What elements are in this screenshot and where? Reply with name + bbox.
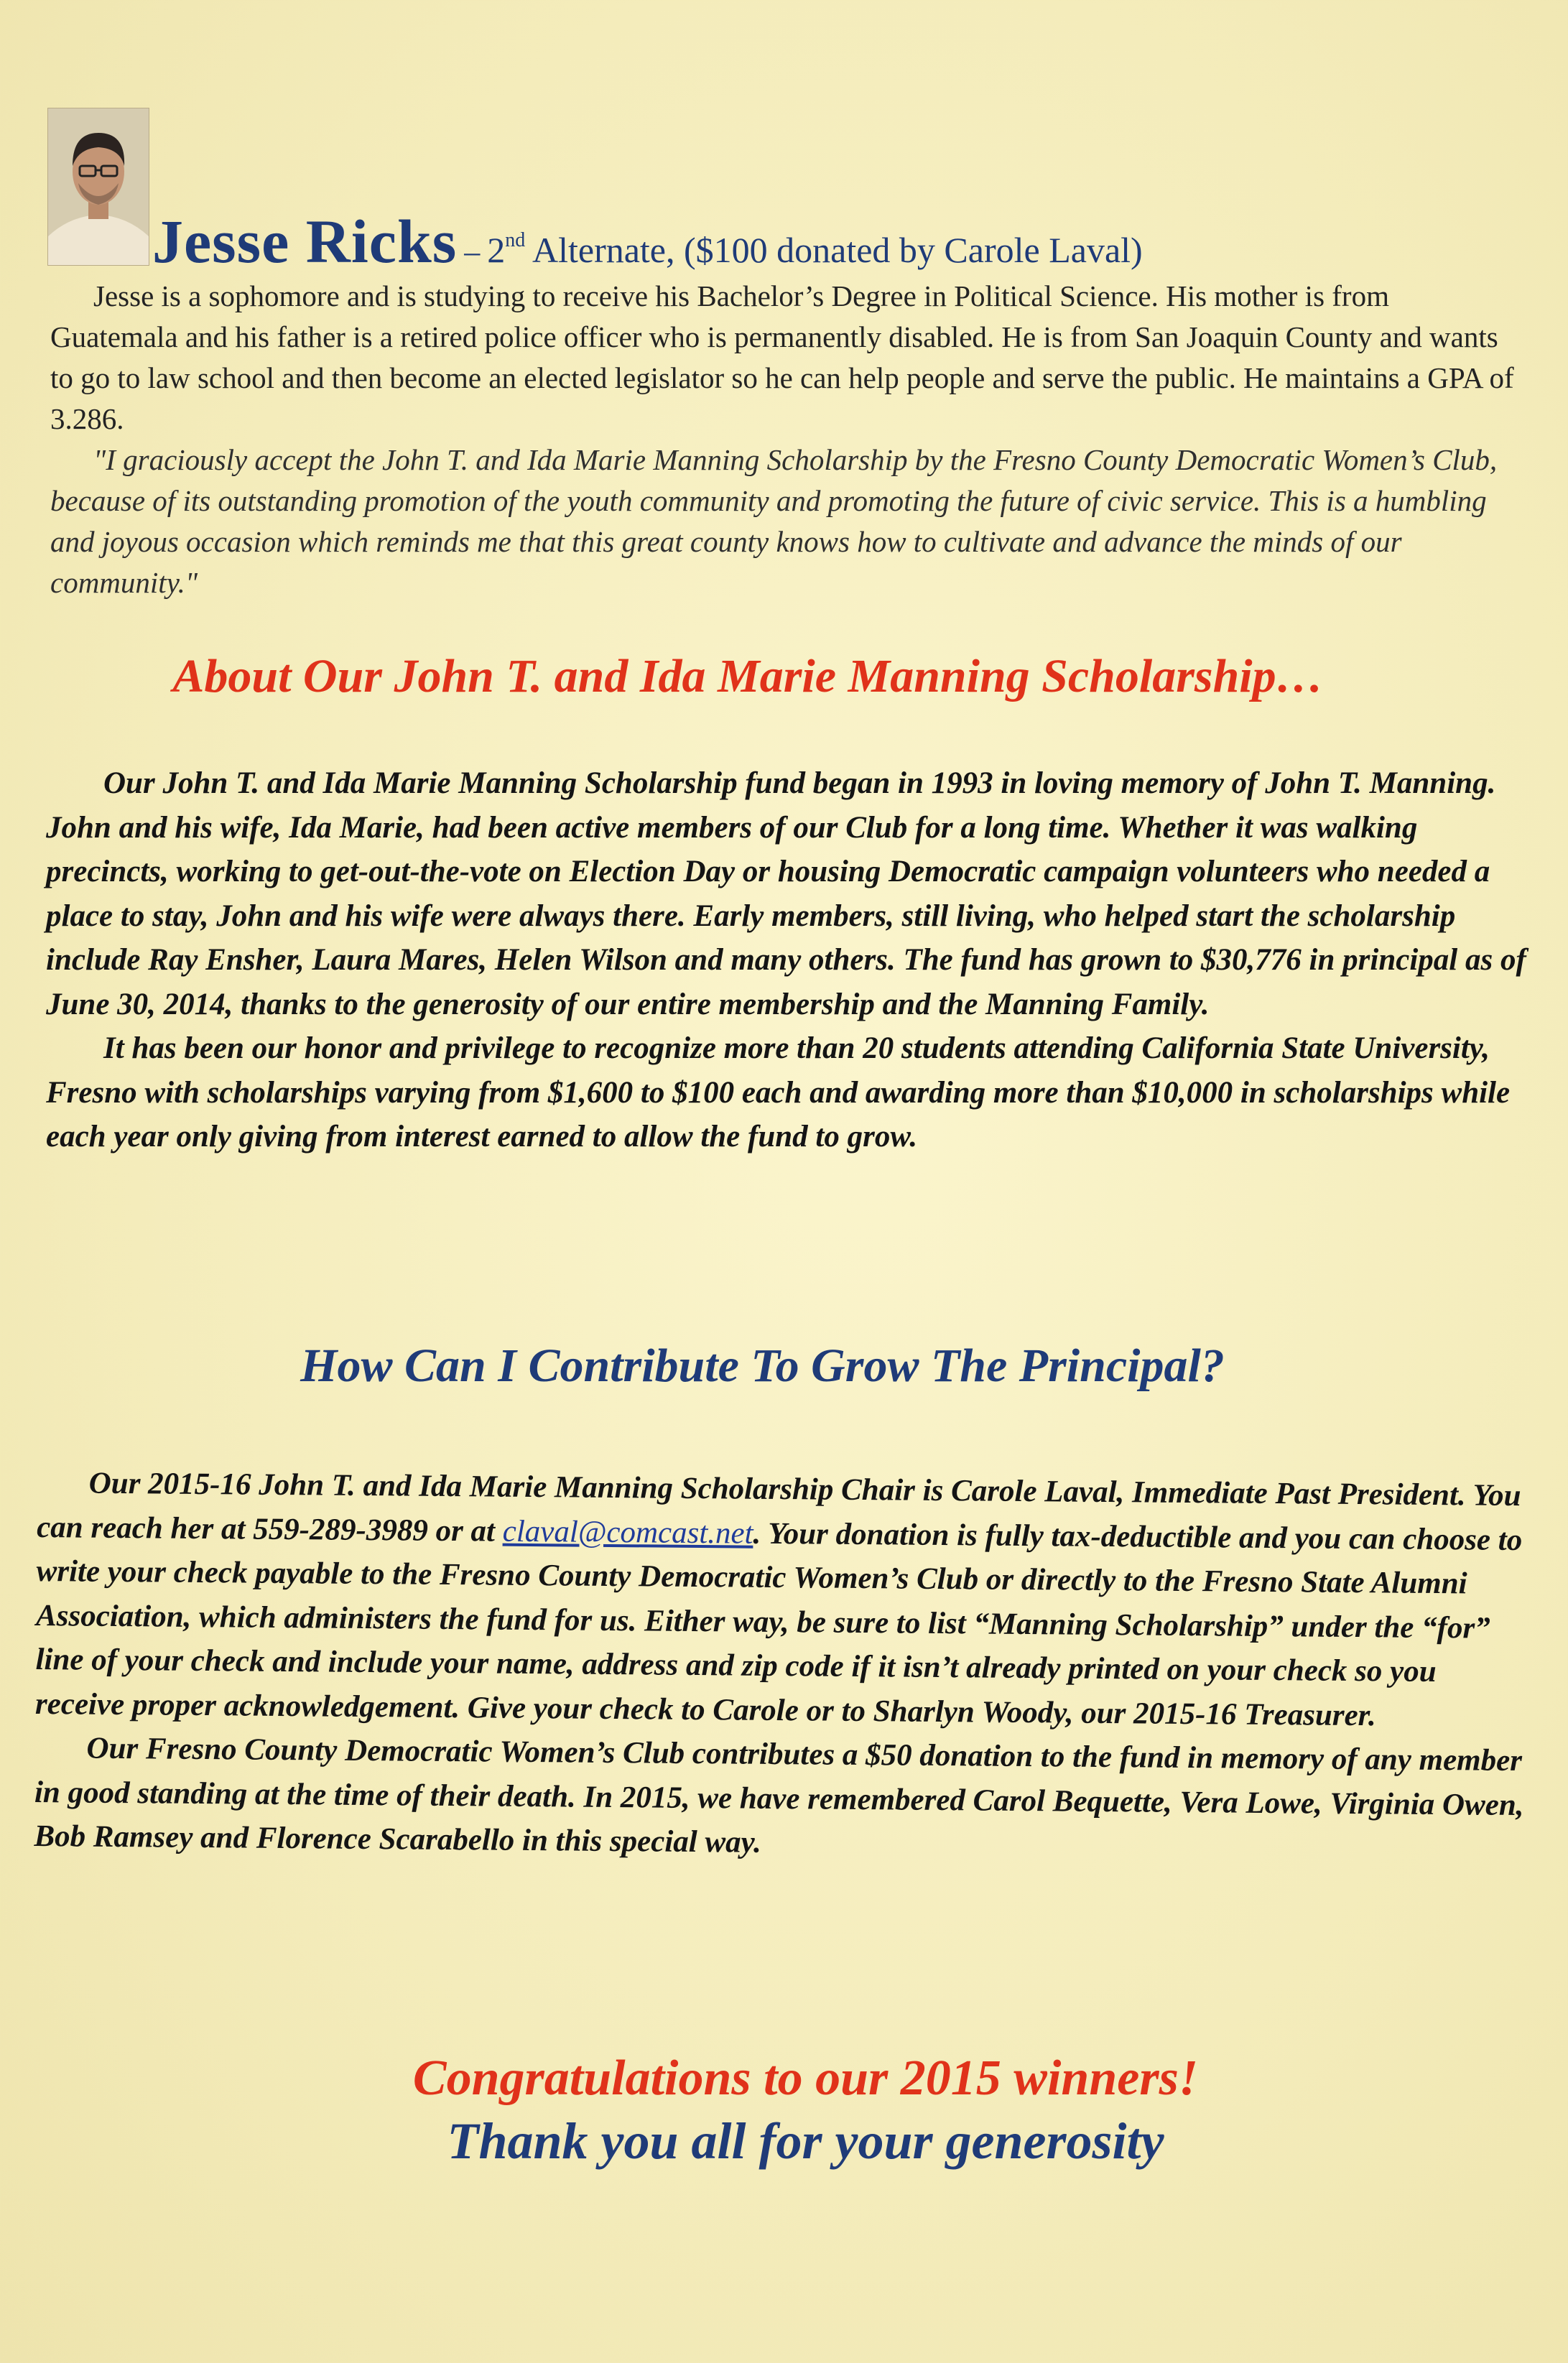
alternate-suffix: nd [505, 229, 526, 251]
alternate-description: Alternate, ($100 donated by Carole Laval) [525, 230, 1143, 270]
contribute-text-before-email: Our 2015-16 John T. and Ida Marie Manning Scholarship Chair is Carole Laval, Immediate Past President. You can reach her at 559-289-3989 or at [36, 1466, 1521, 1549]
about-paragraph-2: It has been our honor and privilege to recognize more than 20 students attending California State University, Fresno with scholarships varying from $1,600 to $100 each and awarding more than $10,000 in scholarships while each year only giving from interest earned to allow the fund to grow. [46, 1031, 1511, 1153]
student-photo [47, 108, 149, 266]
contribute-paragraph-1 [35, 1461, 1531, 1739]
portrait-image [48, 108, 149, 265]
congratulations-line: Congratulations to our 2015 winners! [412, 2051, 1199, 2106]
heading-dash: – [464, 234, 481, 269]
student-quote: "I graciously accept the John T. and Ida Marie Manning Scholarship by the Fresno County Democratic Women’s Club, because of its outstanding promotion of the youth community and promoting the future of civic service. This is a humbling and joyous occasion which reminds me that this great county knows how to cultivate and advance the minds of our community." [50, 443, 1498, 599]
email-link[interactable]: claval@comcast.net [502, 1514, 753, 1551]
alternate-ordinal: 2 [487, 230, 506, 270]
contribute-section [34, 1461, 1531, 1872]
about-heading: About Our John T. and Ida Marie Manning Scholarship… [172, 650, 1324, 702]
student-bio [50, 276, 1523, 440]
alternate-label [487, 230, 1142, 270]
thank-you-line: Thank you all for your generosity [447, 2112, 1164, 2170]
contribute-text-after-email: . Your donation is fully tax-deductible and you can choose to write your check payable to the Fresno County Democratic Women’s Club or directly to the Fresno State Alumni Association, which administers the fund for us. Either way, be sure to list “Manning Scholarship” under the “for” line of your check and include your name, address and zip code if it isn’t already printed on your check so you receive proper acknowledgement. Give your check to Carole or to Sharlyn Woody, our 2015-16 Treasurer. [34, 1516, 1523, 1732]
about-paragraph-1: Our John T. and Ida Marie Manning Scholarship fund began in 1993 in loving memory of John T. Manning. John and his wife, Ida Marie, had been active members of our Club for a long time. Whether it was walking precincts, working to get-out-the-vote on Election Day or housing Democratic campaign volunteers who needed a place to stay, John and his wife were always there. Early members, still living, who helped start the scholarship include Ray Ensher, Laura Mares, Helen Wilson and many others. The fund has grown to $30,776 in principal as of June 30, 2014, thanks to the generosity of our entire membership and the Manning Family. [46, 766, 1526, 1021]
contribute-paragraph-2: Our Fresno County Democratic Women’s Club contributes a $50 donation to the fund in memory of any member in good standing at the time of their death. In 2015, we have remembered Carol Bequette, Vera Lowe, Virginia Owen, Bob Ramsey and Florence Scarabello in this special way. [34, 1731, 1524, 1860]
about-section [46, 761, 1533, 1159]
bio-paragraph: Jesse is a sophomore and is studying to receive his Bachelor’s Degree in Political Science. His mother is from Guatemala and his father is a retired police officer who is permanently disabled. He is from San Joaquin County and wants to go to law school and then become an elected legislator so he can help people and serve the public. He maintains a GPA of 3.286. [50, 279, 1514, 435]
student-heading [152, 205, 1143, 277]
contribute-heading: How Can I Contribute To Grow The Principal? [300, 1340, 1225, 1392]
student-name: Jesse Ricks [152, 207, 458, 276]
